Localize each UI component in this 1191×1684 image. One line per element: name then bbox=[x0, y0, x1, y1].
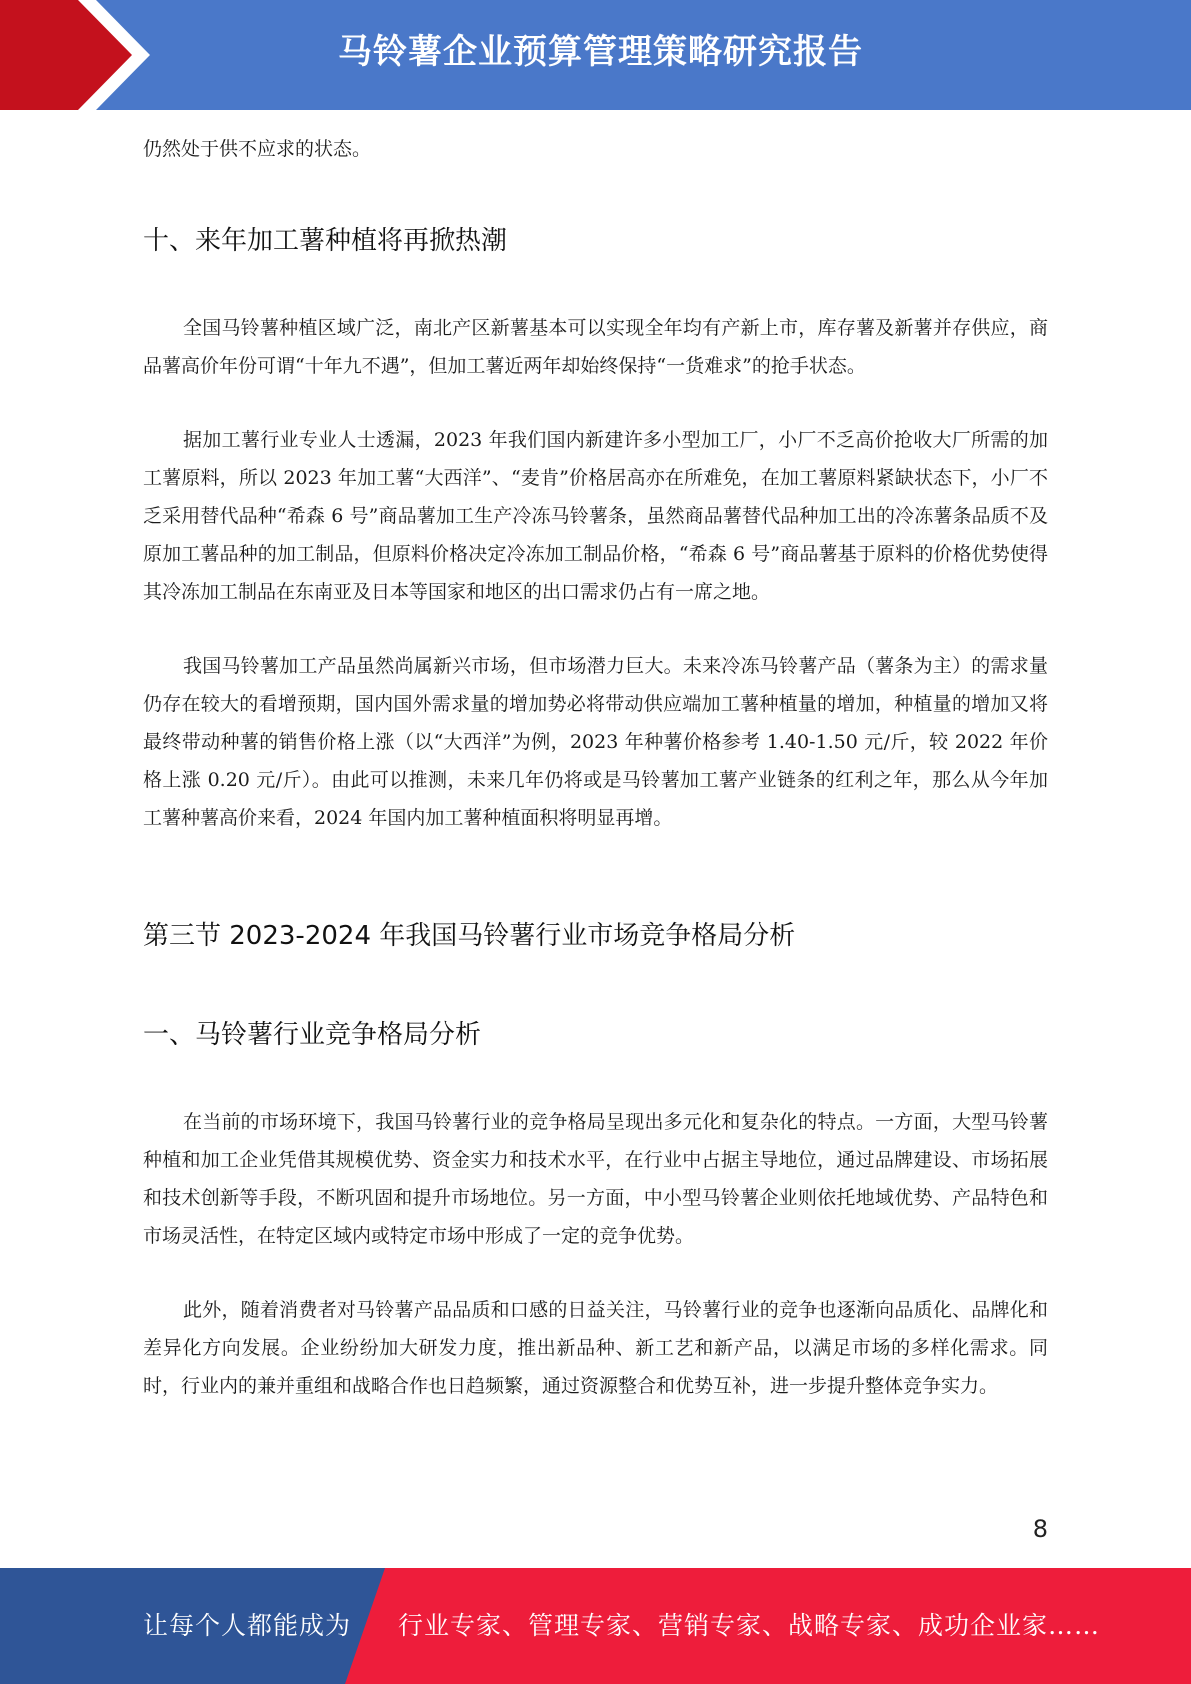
page-footer bbox=[0, 1568, 1191, 1684]
page-number: 8 bbox=[1032, 1515, 1048, 1543]
footer-slogan-right: 行业专家、管理专家、营销专家、战略专家、成功企业家…… bbox=[398, 1611, 1101, 1640]
paragraph-processing-factories: 据加工薯行业专业人士透漏，2023 年我们国内新建许多小型加工厂，小厂不乏高价抢收大厂所需的加工薯原料，所以 2023 年加工薯“大西洋”、“麦肯”价格居高亦在所难免，在加工薯原料紧缺状态下，小厂不乏采用替代品种“希森 6 号”商品薯加工生产冷冻马铃薯条，虽然商品薯替代品种加工出的冷冻薯条品质不及原加工薯品种的加工制品，但原料价格决定冷冻加工制品价格，“希森 6 号”商品薯基于原料的价格优势使得其冷冻加工制品在东南亚及日本等国家和地区的出口需求仍占有一席之地。 bbox=[143, 429, 1048, 603]
paragraph-planting-regions: 全国马铃薯种植区域广泛，南北产区新薯基本可以实现全年均有产新上市，库存薯及新薯并存供应，商品薯高价年份可谓“十年九不遇”，但加工薯近两年却始终保持“一货难求”的抢手状态。 bbox=[143, 317, 1048, 377]
footer-slogan-left: 让每个人都能成为 bbox=[143, 1611, 352, 1640]
heading-section-10: 十、来年加工薯种植将再掀热潮 bbox=[143, 226, 508, 256]
paragraph-market-potential: 我国马铃薯加工产品虽然尚属新兴市场，但市场潜力巨大。未来冷冻马铃薯产品（薯条为主）的需求量仍存在较大的看增预期，国内国外需求量的增加势必将带动供应端加工薯种植量的增加，种植量的增加又将最终带动种薯的销售价格上涨（以“大西洋”为例，2023 年种薯价格参考 1.40-1.50 元/斤，较 2022 年价格上涨 0.20 元/斤）。由此可以推测，未来几年仍将或是马铃薯加工薯产业链条的红利之年，那么从今年加工薯种薯高价来看，2024 年国内加工薯种植面积将明显再增。 bbox=[143, 655, 1048, 829]
continued-paragraph: 仍然处于供不应求的状态。 bbox=[143, 138, 372, 160]
paragraph-competition-landscape: 在当前的市场环境下，我国马铃薯行业的竞争格局呈现出多元化和复杂化的特点。一方面，大型马铃薯种植和加工企业凭借其规模优势、资金实力和技术水平，在行业中占据主导地位，通过品牌建设、市场拓展和技术创新等手段，不断巩固和提升市场地位。另一方面，中小型马铃薯企业则依托地域优势、产品特色和市场灵活性，在特定区域内或特定市场中形成了一定的竞争优势。 bbox=[143, 1111, 1048, 1247]
section-three-heading: 第三节 2023-2024 年我国马铃薯行业市场竞争格局分析 bbox=[143, 921, 796, 951]
heading-competition-analysis: 一、马铃薯行业竞争格局分析 bbox=[143, 1020, 482, 1050]
paragraph-competition-trends: 此外，随着消费者对马铃薯产品品质和口感的日益关注，马铃薯行业的竞争也逐渐向品质化、品牌化和差异化方向发展。企业纷纷加大研发力度，推出新品种、新工艺和新产品，以满足市场的多样化需求。同时，行业内的兼并重组和战略合作也日趋频繁，通过资源整合和优势互补，进一步提升整体竞争实力。 bbox=[143, 1299, 1048, 1397]
document-body bbox=[143, 130, 1048, 1405]
page-header bbox=[0, 0, 1191, 110]
report-title: 马铃薯企业预算管理策略研究报告 bbox=[338, 32, 863, 72]
